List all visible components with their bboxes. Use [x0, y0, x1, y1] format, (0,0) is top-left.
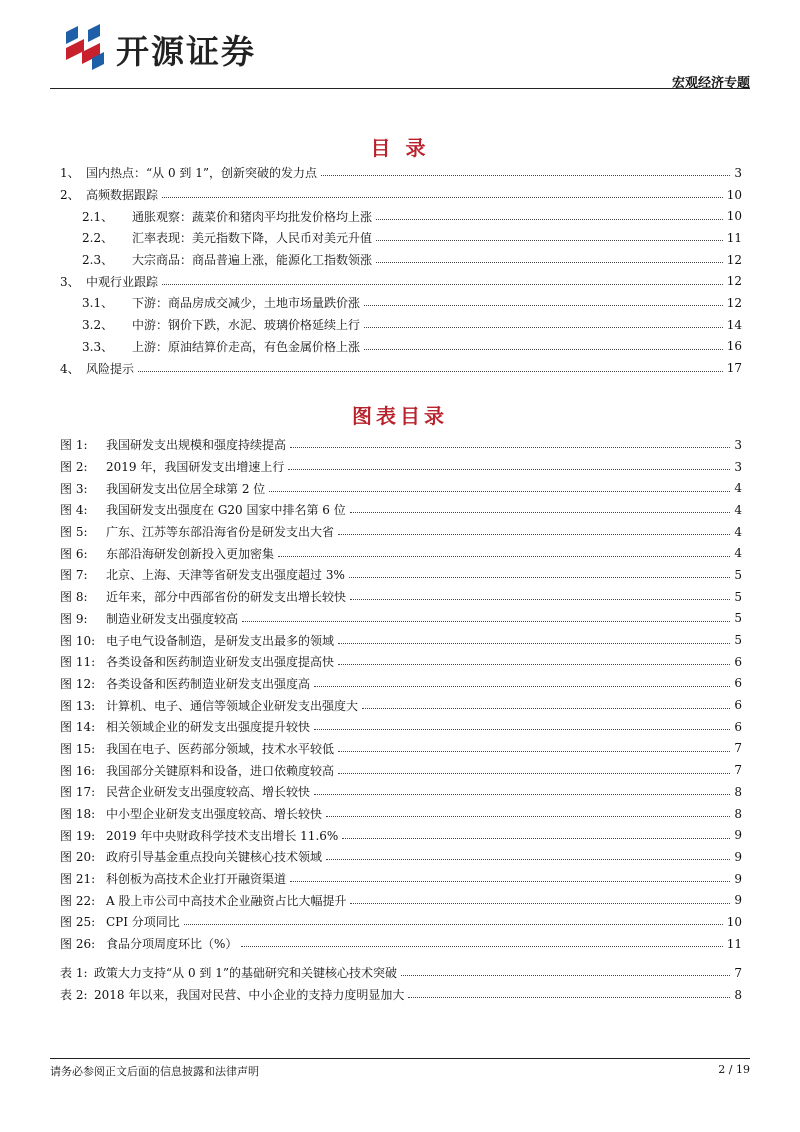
entry-page: 12 [726, 295, 742, 310]
figure-entry[interactable] [60, 564, 742, 586]
table-entry[interactable] [60, 984, 742, 1006]
dot-leader [376, 240, 723, 241]
entry-page: 4 [734, 502, 742, 517]
figure-entry[interactable] [60, 542, 742, 564]
dot-leader [376, 262, 723, 263]
figure-entry[interactable] [60, 824, 742, 846]
entry-label: 我国在电子、医药部分领域，技术水平较低 [106, 741, 335, 756]
entry-page: 8 [734, 784, 742, 799]
figure-entry[interactable] [60, 694, 742, 716]
dot-leader [314, 686, 730, 687]
entry-label: 中游：钢价下跌，水泥、玻璃价格延续上行 [132, 318, 361, 333]
toc-entry[interactable] [60, 227, 742, 249]
tables-list [60, 962, 742, 1005]
dot-leader [408, 997, 730, 998]
footer-divider [50, 1058, 750, 1059]
toc-entry[interactable] [60, 357, 742, 379]
figure-entry[interactable] [60, 889, 742, 911]
entry-number: 图 9: [60, 611, 88, 626]
dot-leader [290, 881, 730, 882]
entry-page: 8 [734, 987, 742, 1002]
entry-label: 大宗商品：商品普遍上涨，能源化工指数领涨 [132, 253, 373, 268]
entry-label: 风险提示 [86, 361, 135, 376]
dot-leader [326, 816, 730, 817]
toc-entry[interactable] [60, 184, 742, 206]
toc-entry[interactable] [60, 270, 742, 292]
entry-page: 12 [726, 252, 742, 267]
figure-entry[interactable] [60, 911, 742, 933]
figure-entry[interactable] [60, 608, 742, 630]
figure-entry[interactable] [60, 586, 742, 608]
company-logo [62, 22, 302, 72]
entry-number: 4、 [60, 361, 80, 376]
entry-number: 图 14: [60, 720, 96, 735]
entry-label: 汇率表现：美元指数下降，人民币对美元升值 [132, 231, 373, 246]
entry-label: 政策大力支持“从 0 到 1”的基础研究和关键核心技术突破 [94, 966, 397, 981]
entry-label: 民营企业研发支出强度较高、增长较快 [106, 785, 311, 800]
entry-page: 17 [726, 361, 742, 376]
dot-leader [342, 838, 730, 839]
entry-number: 3.3、 [82, 339, 114, 354]
figure-entry[interactable] [60, 738, 742, 760]
entry-number: 1、 [60, 166, 80, 181]
entry-label: 食品分项周度环比（%） [106, 937, 238, 952]
entry-number: 图 4: [60, 503, 88, 518]
entry-label: 电子电气设备制造，是研发支出最多的领域 [106, 633, 335, 648]
entry-page: 8 [734, 806, 742, 821]
entry-label: 相关领域企业的研发支出强度提升较快 [106, 720, 311, 735]
toc-title: 目 录 [370, 136, 430, 160]
toc-entry[interactable] [60, 205, 742, 227]
entry-label: 各类设备和医药制造业研发支出强度高 [106, 676, 311, 691]
entry-number: 图 7: [60, 568, 88, 583]
entry-page: 4 [734, 481, 742, 496]
dot-leader [362, 708, 730, 709]
toc-entry[interactable] [60, 162, 742, 184]
entry-label: 下游：商品房成交减少，土地市场量跌价涨 [132, 296, 361, 311]
entry-page: 7 [734, 741, 742, 756]
entry-number: 图 17: [60, 785, 96, 800]
entry-page: 3 [734, 437, 742, 452]
dot-leader [338, 534, 730, 535]
entry-label: 国内热点：“从 0 到 1”，创新突破的发力点 [86, 166, 317, 181]
figure-entry[interactable] [60, 456, 742, 478]
entry-page: 4 [734, 546, 742, 561]
dot-leader [269, 491, 730, 492]
entry-number: 图 5: [60, 525, 88, 540]
figure-entry[interactable] [60, 521, 742, 543]
dot-leader [350, 512, 731, 513]
figure-entry[interactable] [60, 759, 742, 781]
figure-entry[interactable] [60, 803, 742, 825]
entry-label: 中观行业跟踪 [86, 274, 159, 289]
entry-number: 图 26: [60, 937, 96, 952]
brand-mark-icon [62, 22, 110, 70]
entry-number: 2.2、 [82, 231, 114, 246]
entry-page: 5 [734, 633, 742, 648]
dot-leader [338, 751, 730, 752]
entry-label: 各类设备和医药制造业研发支出强度提高快 [106, 655, 335, 670]
figure-entry[interactable] [60, 846, 742, 868]
dot-leader [241, 946, 722, 947]
footer-disclaimer: 请务必参阅正文后面的信息披露和法律声明 [50, 1065, 259, 1078]
dot-leader [138, 371, 723, 372]
entry-label: 2019 年中央财政科学技术支出增长 11.6% [106, 828, 339, 843]
entry-number: 表 1: [60, 966, 88, 981]
entry-number: 图 22: [60, 893, 96, 908]
entry-page: 4 [734, 524, 742, 539]
entry-label: 2018 年以来，我国对民营、中小企业的支持力度明显加大 [94, 988, 405, 1003]
dot-leader [338, 643, 730, 644]
dot-leader [184, 924, 723, 925]
table-entry[interactable] [60, 962, 742, 984]
entry-label: 我国研发支出位居全球第 2 位 [106, 481, 266, 496]
dot-leader [162, 197, 723, 198]
figure-entry[interactable] [60, 933, 742, 955]
entry-page: 10 [726, 209, 742, 224]
dot-leader [376, 219, 723, 220]
dot-leader [314, 794, 730, 795]
dot-leader [364, 349, 723, 350]
entry-page: 12 [726, 274, 742, 289]
entry-label: 东部沿海研发创新投入更加密集 [106, 546, 275, 561]
entry-number: 图 12: [60, 676, 96, 691]
entry-number: 3.1、 [82, 296, 114, 311]
entry-number: 图 13: [60, 698, 96, 713]
figure-entry[interactable] [60, 781, 742, 803]
entry-page: 5 [734, 611, 742, 626]
entry-label: 高频数据跟踪 [86, 188, 159, 203]
entry-label: 我国部分关键原料和设备，进口依赖度较高 [106, 763, 335, 778]
entry-number: 图 19: [60, 828, 96, 843]
entry-label: A 股上市公司中高技术企业融资占比大幅提升 [106, 893, 347, 908]
toc-entry[interactable] [60, 336, 742, 358]
figures-list [60, 434, 742, 955]
figure-entry[interactable] [60, 477, 742, 499]
entry-page: 7 [734, 965, 742, 980]
entry-number: 图 18: [60, 807, 96, 822]
entry-page: 10 [726, 914, 742, 929]
dot-leader [162, 284, 723, 285]
figure-entry[interactable] [60, 499, 742, 521]
toc-list [60, 162, 742, 379]
dot-leader [349, 577, 731, 578]
dot-leader [242, 621, 730, 622]
page-header [0, 0, 800, 90]
entry-number: 图 1: [60, 438, 88, 453]
entry-label: 北京、上海、天津等省研发支出强度超过 3% [106, 568, 345, 583]
entry-number: 2.3、 [82, 253, 114, 268]
entry-page: 10 [726, 187, 742, 202]
entry-label: 近年来，部分中西部省份的研发支出增长较快 [106, 590, 347, 605]
figures-title: 图表目录 [352, 404, 448, 428]
brand-name: 开源证券 [116, 32, 256, 71]
dot-leader [350, 599, 730, 600]
entry-number: 3.2、 [82, 318, 114, 333]
entry-number: 图 2: [60, 460, 88, 475]
entry-label: 上游：原油结算价走高，有色金属价格上涨 [132, 339, 361, 354]
page-indicator: 2 / 19 [718, 1063, 750, 1076]
entry-label: 政府引导基金重点投向关键核心技术领域 [106, 850, 323, 865]
entry-page: 11 [726, 936, 742, 951]
report-type: 宏观经济专题 [671, 76, 750, 91]
entry-number: 表 2: [60, 988, 88, 1003]
dot-leader [401, 975, 730, 976]
entry-page: 5 [734, 567, 742, 582]
figure-entry[interactable] [60, 868, 742, 890]
entry-label: 通胀观察：蔬菜价和猪肉平均批发价格均上涨 [132, 209, 373, 224]
dot-leader [314, 729, 730, 730]
dot-leader [326, 859, 730, 860]
header-divider [50, 88, 750, 89]
entry-number: 图 16: [60, 763, 96, 778]
entry-number: 图 11: [60, 655, 96, 670]
dot-leader [338, 664, 730, 665]
entry-number: 图 21: [60, 872, 96, 887]
entry-page: 14 [726, 317, 742, 332]
entry-number: 图 25: [60, 915, 96, 930]
entry-number: 图 20: [60, 850, 96, 865]
dot-leader [364, 327, 723, 328]
entry-label: 2019 年，我国研发支出增速上行 [106, 460, 285, 475]
entry-page: 3 [734, 459, 742, 474]
entry-page: 9 [734, 893, 742, 908]
dot-leader [278, 556, 730, 557]
entry-page: 6 [734, 698, 742, 713]
dot-leader [338, 773, 730, 774]
entry-page: 3 [734, 165, 742, 180]
entry-page: 6 [734, 654, 742, 669]
entry-label: 广东、江苏等东部沿海省份是研发支出大省 [106, 525, 335, 540]
entry-number: 图 8: [60, 590, 88, 605]
toc-entry[interactable] [60, 249, 742, 271]
toc-entry[interactable] [60, 292, 742, 314]
entry-label: 我国研发支出规模和强度持续提高 [106, 438, 287, 453]
figure-entry[interactable] [60, 651, 742, 673]
entry-page: 7 [734, 763, 742, 778]
toc-entry[interactable] [60, 314, 742, 336]
dot-leader [321, 175, 730, 176]
entry-label: 我国研发支出强度在 G20 国家中排名第 6 位 [106, 503, 346, 518]
entry-number: 3、 [60, 274, 80, 289]
entry-number: 图 10: [60, 633, 96, 648]
entry-page: 5 [734, 589, 742, 604]
dot-leader [288, 469, 730, 470]
entry-page: 11 [726, 230, 742, 245]
figure-entry[interactable] [60, 629, 742, 651]
entry-page: 9 [734, 871, 742, 886]
figure-entry[interactable] [60, 716, 742, 738]
entry-number: 2.1、 [82, 209, 114, 224]
entry-number: 2、 [60, 188, 80, 203]
entry-page: 16 [726, 339, 742, 354]
figure-entry[interactable] [60, 673, 742, 695]
entry-page: 6 [734, 719, 742, 734]
entry-page: 9 [734, 849, 742, 864]
dot-leader [350, 903, 730, 904]
dot-leader [290, 447, 730, 448]
entry-page: 6 [734, 676, 742, 691]
entry-number: 图 15: [60, 741, 96, 756]
entry-page: 9 [734, 828, 742, 843]
figure-entry[interactable] [60, 434, 742, 456]
entry-number: 图 3: [60, 481, 88, 496]
entry-label: CPI 分项同比 [106, 915, 180, 930]
entry-number: 图 6: [60, 546, 88, 561]
entry-label: 计算机、电子、通信等领域企业研发支出强度大 [106, 698, 359, 713]
entry-label: 科创板为高技术企业打开融资渠道 [106, 872, 287, 887]
entry-label: 中小型企业研发支出强度较高、增长较快 [106, 807, 323, 822]
entry-label: 制造业研发支出强度较高 [106, 611, 239, 626]
dot-leader [364, 305, 723, 306]
